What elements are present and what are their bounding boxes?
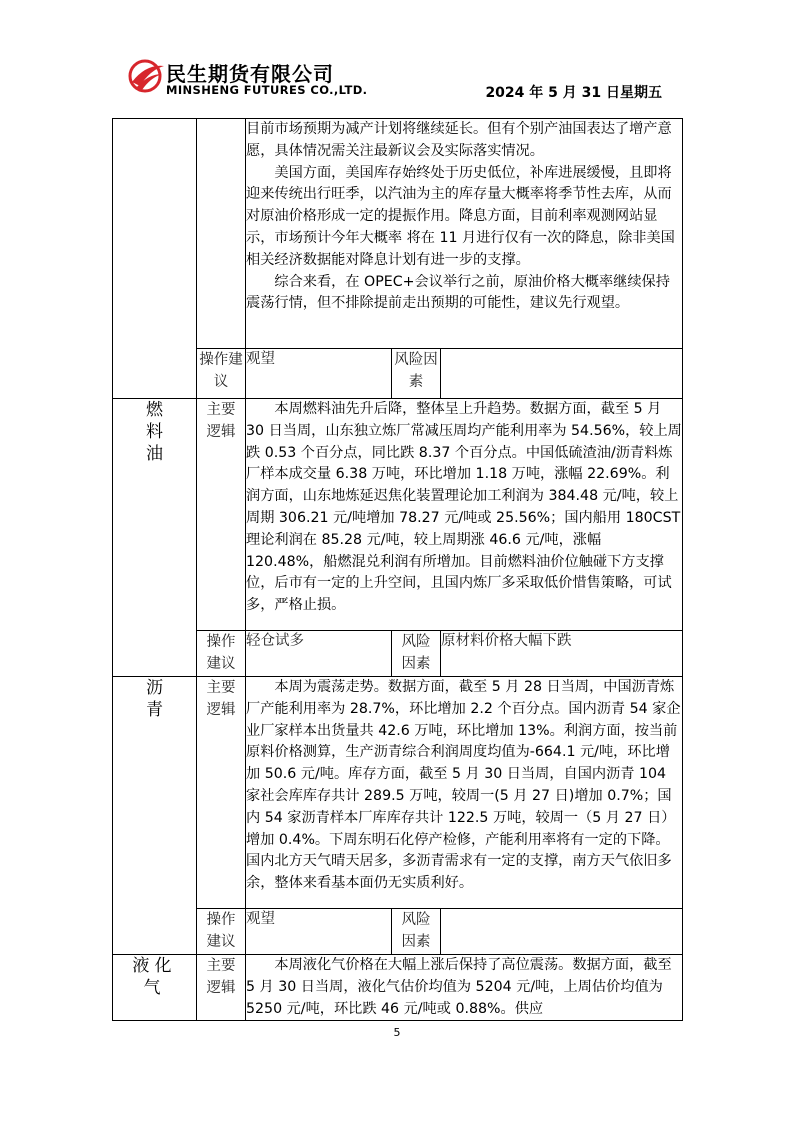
asphalt-risk-value (441, 909, 683, 955)
operation-label-text: 操作建议 (206, 912, 236, 950)
logic-label-text: 主要逻辑 (206, 402, 236, 440)
brand-name-en: MINSHENG FUTURES CO.,LTD. (166, 83, 368, 97)
category-label: 液化气 (132, 956, 177, 998)
category-label: 沥青 (146, 678, 163, 720)
asphalt-logic-text (246, 677, 683, 909)
operation-label-text: 操作建议 (206, 634, 236, 672)
fuel-oil-operation-row (113, 631, 683, 677)
logic-label (197, 677, 246, 909)
fuel-oil-risk-value: 原材料价格大幅下跌 (441, 631, 683, 677)
fuel-oil-logic-row (113, 399, 683, 631)
fuel-oil-operation-value: 轻仓试多 (246, 631, 392, 677)
brand-name-cn: 民生期货有限公司 (166, 62, 334, 86)
risk-label: 风险因素 (392, 349, 441, 399)
category-label: 燃料油 (146, 400, 163, 464)
logic-label (197, 955, 246, 1021)
operation-label: 操作建议 (197, 349, 246, 399)
crude-paragraph: 目前市场预期为减产计划将继续延长。但有个别产油国表达了增产意愿，具体情况需关注最新议会及实际落实情况。 (246, 121, 672, 159)
crude-category-cell (113, 119, 197, 399)
report-date: 2024 年 5 月 31 日星期五 (485, 85, 662, 101)
lpg-paragraph: 本周液化气价格在大幅上涨后保持了高位震荡。数据方面，截至 5 月 30 日当周，液化气估价均值为 5204 元/吨，上周估价均值为 5250 元/吨，环比跌 46 元/吨或 0.88%。供应 (246, 957, 672, 1017)
fuel-oil-category (113, 399, 197, 677)
logic-label-text: 主要逻辑 (206, 680, 236, 718)
crude-operation-value: 观望 (246, 349, 392, 399)
lpg-logic-text (246, 955, 683, 1021)
crude-operation-row (113, 349, 683, 399)
fuel-oil-logic-text (246, 399, 683, 631)
operation-label (197, 909, 246, 955)
fuel-oil-paragraph: 本周燃料油先升后降，整体呈上升趋势。数据方面，截至 5 月 30 日当周，山东独立炼厂常减压周均产能利用率为 54.56%，较上周跌 0.53 个百分点，同比跌 8.37 个百分点。中国低硫渣油/沥青料炼厂样本成交量 6.38 万吨，环比增加 1.18 万吨，涨幅 22.69%。利润方面，山东地炼延迟焦化装置理论加工利润为 384.48 元/吨，较上周期 306.21 元/吨增加 78.27 元/吨或 25.56%；国内船用 180CST 理论利润在 85.28 元/吨，较上周期涨 46.6 元/吨，涨幅 120.48%，船燃混兑利润有所增加。目前燃料油价位触碰下方支撑位，后市有一定的上升空间，且国内炼厂多采取低价惜售策略，可试多，严格止损。 (246, 401, 682, 614)
logic-label-text: 主要逻辑 (206, 958, 236, 996)
page-header (0, 0, 794, 118)
logic-label (197, 399, 246, 631)
crude-paragraph: 美国方面，美国库存始终处于历史低位，补库进展缓慢，且即将迎来传统出行旺季，以汽油为主的库存量大概率将季节性去库，从而对原油价格形成一定的提振作用。降息方面，目前利率观测网站显示，市场预计今年大概率 将在 11 月进行仅有一次的降息，除非美国相关经济数据能对降息计划有进一步的支撑。 (246, 164, 675, 268)
report-table (112, 118, 683, 1021)
operation-label (197, 631, 246, 677)
risk-label-text: 风险因素 (401, 912, 431, 950)
crude-paragraph: 综合来看，在 OPEC+会议举行之前，原油价格大概率继续保持震荡行情，但不排除提前走出预期的可能性，建议先行观望。 (246, 273, 670, 312)
crude-logic-text (246, 119, 683, 349)
risk-label-text: 风险因素 (401, 634, 431, 672)
minsheng-logo-icon (128, 56, 166, 96)
asphalt-operation-value: 观望 (246, 909, 392, 955)
lpg-logic-row (113, 955, 683, 1021)
page-number: 5 (393, 1026, 401, 1039)
crude-logic-label-cell (197, 119, 246, 349)
company-logo (128, 56, 368, 100)
lpg-category (113, 955, 197, 1021)
crude-logic-row (113, 119, 683, 349)
risk-label (392, 631, 441, 677)
asphalt-category (113, 677, 197, 955)
asphalt-paragraph: 本周为震荡走势。数据方面，截至 5 月 28 日当周，中国沥青炼厂产能利用率为 28.7%，环比增加 2.2 个百分点。国内沥青 54 家企业厂家样本出货量共 42.6 万吨，环比增加 13%。利润方面，按当前原料价格测算，生产沥青综合利润周度均值为-664.1 元/吨，环比增加 50.6 元/吨。库存方面，截至 5 月 30 日当周，自国内沥青 104 家社会库库存共计 289.5 万吨，较周一(5 月 27 日)增加 0.7%；国内 54 家沥青样本厂库库存共计 122.5 万吨，较周一（5 月 27 日）增加 0.4%。下周东明石化停产检修，产能利用率将有一定的下降。国内北方天气晴天居多，多沥青需求有一定的支撑，南方天气依旧多余，整体来看基本面仍无实质利好。 (246, 679, 681, 892)
asphalt-operation-row (113, 909, 683, 955)
risk-label (392, 909, 441, 955)
crude-risk-value (441, 349, 683, 399)
asphalt-logic-row (113, 677, 683, 909)
